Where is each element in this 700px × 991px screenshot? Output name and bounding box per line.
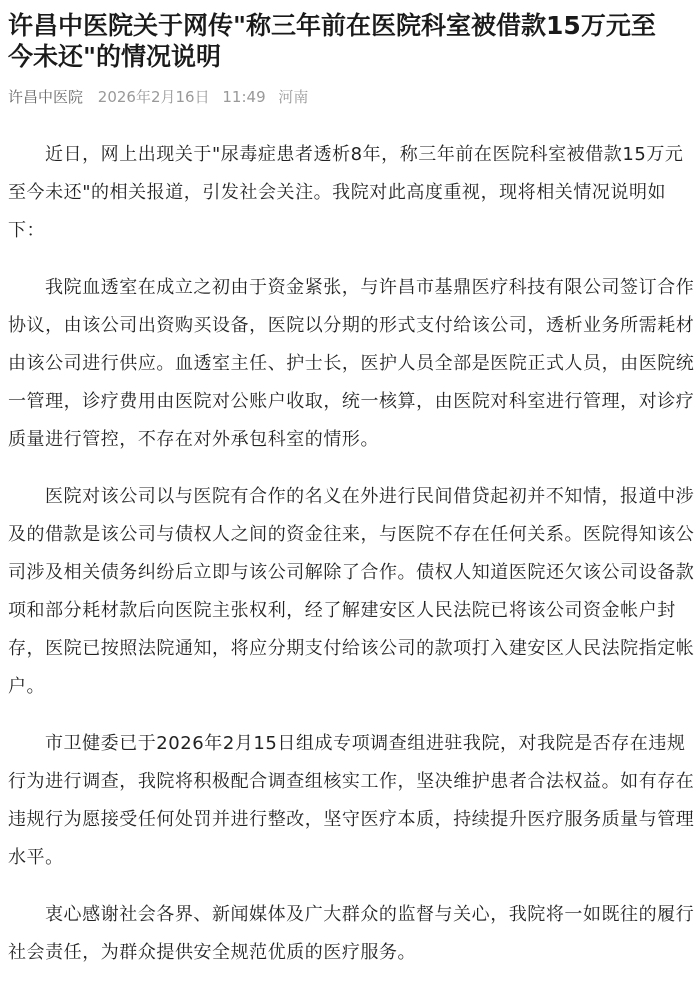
article-body [8,136,700,991]
publish-location: 河南 [278,88,309,106]
paragraph-cooperation: 我院血透室在成立之初由于资金紧张，与许昌市基鼎医疗科技有限公司签订合作协议，由该公司出资购买设备，医院以分期的形式支付给该公司，透析业务所需耗材由该公司进行供应。血透室主任、护士长，医护人员全部是医院正式人员，由医院统一管理，诊疗费用由医院对公账户收取，统一核算，由医院对科室进行管理，对诊疗质量进行管控，不存在对外承包科室的情形。 [8,277,695,450]
publish-date: 2026年2月16日 [97,88,210,106]
paragraph-loan: 医院对该公司以与医院有合作的名义在外进行民间借贷起初并不知情，报道中涉及的借款是该公司与债权人之间的资金往来，与医院不存在任何关系。医院得知该公司涉及相关债务纠纷后立即与该公司解除了合作。债权人知道医院还欠该公司设备款项和部分耗材款后向医院主张权利，经了解建安区人民法院已将该公司资金帐户封存，医院已按照法院通知，将应分期支付给该公司的款项打入建安区人民法院指定帐户。 [8,486,695,697]
paragraph-thanks: 衷心感谢社会各界、新闻媒体及广大群众的监督与关心，我院将一如既往的履行社会责任，为群众提供安全规范优质的医疗服务。 [8,904,695,963]
publish-time: 11:49 [222,88,266,106]
article-title: 许昌中医院关于网传"称三年前在医院科室被借款15万元至今未还"的情况说明 [8,11,656,71]
paragraph-intro: 近日，网上出现关于"尿毒症患者透析8年，称三年前在医院科室被借款15万元至今未还"的相关报道，引发社会关注。我院对此高度重视，现将相关情况说明如下： [8,144,684,241]
paragraph-investigation: 市卫健委已于2026年2月15日组成专项调查组进驻我院，对我院是否存在违规行为进行调查，我院将积极配合调查组核实工作，坚决维护患者合法权益。如有存在违规行为愿接受任何处罚并进行整改，坚守医疗本质，持续提升医疗服务质量与管理水平。 [8,733,695,868]
article-meta [8,86,316,107]
author-link[interactable]: 许昌中医院 [8,88,84,106]
